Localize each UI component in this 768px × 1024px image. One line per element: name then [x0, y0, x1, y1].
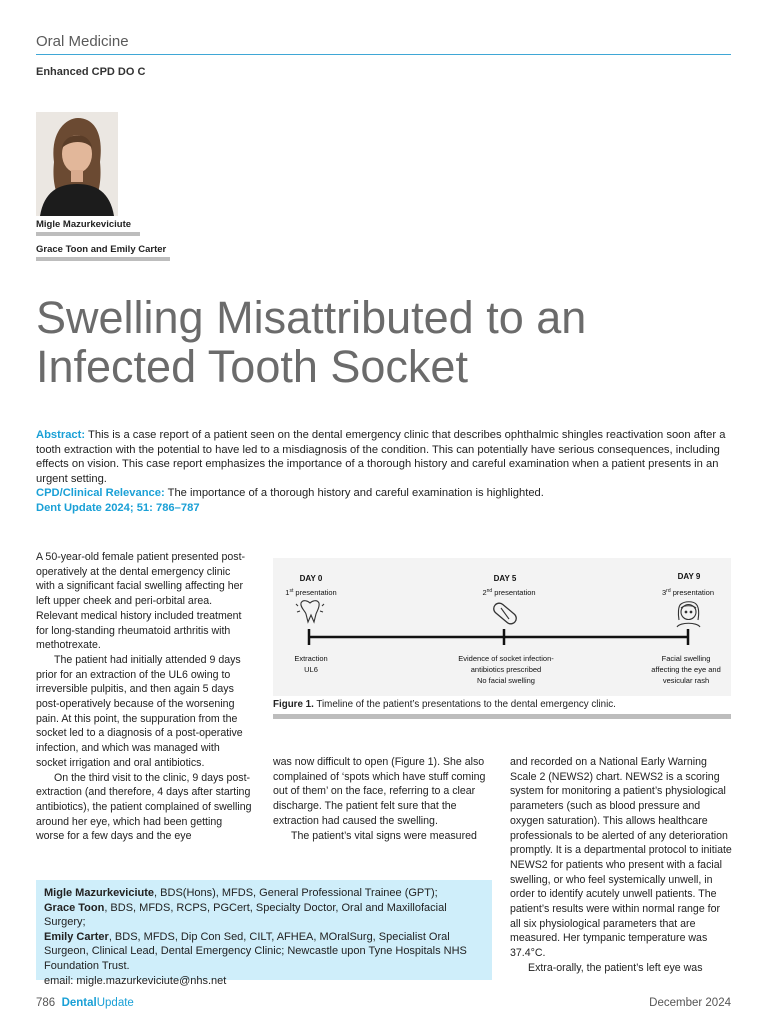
coauthors-name: Grace Toon and Emily Carter: [36, 244, 167, 255]
face-icon: [677, 602, 700, 627]
affiliation-name: Emily Carter: [44, 930, 109, 943]
timeline-note: Evidence of socket infection-: [458, 654, 554, 663]
title-line-2: Infected Tooth Socket: [36, 341, 468, 392]
abstract-text: This is a case report of a patient seen on the dental emergency clinic that describes ophthalmic shingles reactivation soon after a tooth extraction with the potential to have led to a misdiagnosis of the condition. This can potentially have serious consequences, including effects on vision. This case report emphasizes the importance of a thorough history and careful examination when a patient presents in an urgent setting.: [36, 429, 726, 485]
timeline-day-label: DAY 5: [493, 574, 517, 583]
paragraph: Extra-orally, the patient’s left eye was: [528, 961, 703, 974]
timeline-note: Extraction: [294, 654, 328, 663]
abstract-block: [36, 428, 731, 516]
timeline-note: vesicular rash: [662, 676, 710, 685]
figure-caption: [273, 699, 733, 710]
affiliation-name: Grace Toon: [44, 901, 105, 914]
paragraph: A 50-year-old female patient presented post-operatively at the dental emergency clinic with a significant facial swelling affecting her left upper cheek and peri-orbital area. Relevant medical history included treatment for long-standing rheumatoid arthritis with methotrexate.: [36, 551, 246, 652]
journal-brand-dental: Dental: [61, 997, 97, 1009]
affiliation-text: , BDS, MFDS, Dip Con Sed, CILT, AFHEA, MOralSurg, Specialist Oral Surgeon, Clinical Lead, Dental Emergency Clinic; Newcastle upon Tyne Hospitals NHS Foundation Trust.: [44, 930, 467, 972]
author-affiliations-box: [36, 880, 492, 987]
author-photo: [36, 112, 118, 216]
affiliation-line: [44, 930, 484, 974]
clinical-relevance: [36, 486, 731, 501]
paragraph: was now difficult to open (Figure 1). She also complained of ‘spots which have stuff coming out of them’ on the face, referring to a clear discharge. The patient felt sure that the extraction had caused the swelling.: [273, 756, 486, 827]
figure-timeline: [273, 558, 731, 696]
paragraph: The patient had initially attended 9 days prior for an extraction of the UL6 owing to irreversible pulpitis, and then again 5 days post-operatively because of the worsening pain. At this point, the suppuration from the socket led to a diagnosis of a post-operative infection, and which was managed with socket irrigation and oral antibiotics.: [36, 653, 243, 769]
timeline-day-label: DAY 0: [299, 574, 323, 583]
contact-email: email: migle.mazurkeviciute@nhs.net: [44, 974, 227, 987]
paragraph: On the third visit to the clinic, 9 days post-extraction (and therefore, 4 days after starting antibiotics), the patient complained of swelling around her eye, which had been getting worse for a few days and the eye: [36, 771, 252, 843]
title-line-1: Swelling Misattributed to an: [36, 292, 587, 343]
article-title: [36, 293, 726, 391]
timeline-presentation-label: 3rd presentation: [662, 588, 714, 597]
author-portrait-image: [36, 112, 118, 216]
body-column-1: [36, 550, 252, 844]
author-name-bar: [36, 232, 140, 236]
affiliation-name: Migle Mazurkeviciute: [44, 887, 155, 899]
body-column-3: [510, 755, 732, 976]
timeline-diagram: [273, 558, 731, 696]
section-rule: [36, 54, 731, 55]
paragraph: The patient’s vital signs were measured: [291, 829, 477, 842]
cpd-label: Enhanced CPD DO C: [36, 66, 146, 78]
body-column-2: [273, 755, 495, 843]
timeline-note: No facial swelling: [477, 676, 535, 685]
author-name: Migle Mazurkeviciute: [36, 219, 132, 230]
affiliation-line: [44, 901, 484, 930]
citation: Dent Update 2024; 51: 786–787: [36, 501, 200, 514]
paragraph: and recorded on a National Early Warning Scale 2 (NEWS2) chart. NEWS2 is a scoring system for monitoring a patient’s physiological parameters (such as blood pressure and oxygen saturation). This allows healthcare professionals to be alerted of any deterioration promptly. It is a departmental protocol to initiate NEWS2 for patients who present with a facial swelling, or who feel systemically unwell, in order to identify acutely unwell patients. The patient’s results were within normal range for all six physiological parameters that are measured. Her tympanic temperature was 37.4°C.: [510, 756, 732, 960]
cpd-relevance-label: CPD/Clinical Relevance:: [36, 487, 165, 500]
affiliation-line: [44, 886, 484, 901]
affiliation-text: , BDS(Hons), MFDS, General Professional Trainee (GPT);: [154, 887, 438, 899]
issue-date: December 2024: [649, 997, 731, 1009]
timeline-note: affecting the eye and: [651, 665, 721, 674]
figure-caption-text: Timeline of the patient’s presentations to the dental emergency clinic.: [313, 699, 616, 710]
timeline-note: Facial swelling: [661, 654, 711, 663]
timeline-note: antibiotics prescribed: [470, 665, 542, 674]
abstract-label: Abstract:: [36, 429, 86, 441]
page-footer: [36, 997, 134, 1009]
affiliation-text: , BDS, MFDS, RCPS, PGCert, Specialty Doctor, Oral and Maxillofacial Surgery;: [44, 901, 447, 929]
page-number: 786: [36, 997, 56, 1009]
section-heading: Oral Medicine: [36, 33, 129, 50]
timeline-day-label: DAY 9: [677, 572, 701, 581]
figure-caption-label: Figure 1.: [273, 699, 314, 710]
pill-icon: [492, 601, 519, 626]
coauthors-bar: [36, 257, 170, 261]
figure-bottom-bar: [273, 714, 731, 719]
cpd-relevance-text: The importance of a thorough history and careful examination is highlighted.: [164, 487, 544, 500]
timeline-presentation-label: 1st presentation: [285, 588, 337, 597]
timeline-note: UL6: [304, 665, 318, 674]
abstract: [36, 428, 731, 486]
timeline-presentation-label: 2nd presentation: [482, 588, 536, 597]
journal-brand-update: Update: [96, 997, 134, 1009]
tooth-icon: [296, 601, 324, 622]
